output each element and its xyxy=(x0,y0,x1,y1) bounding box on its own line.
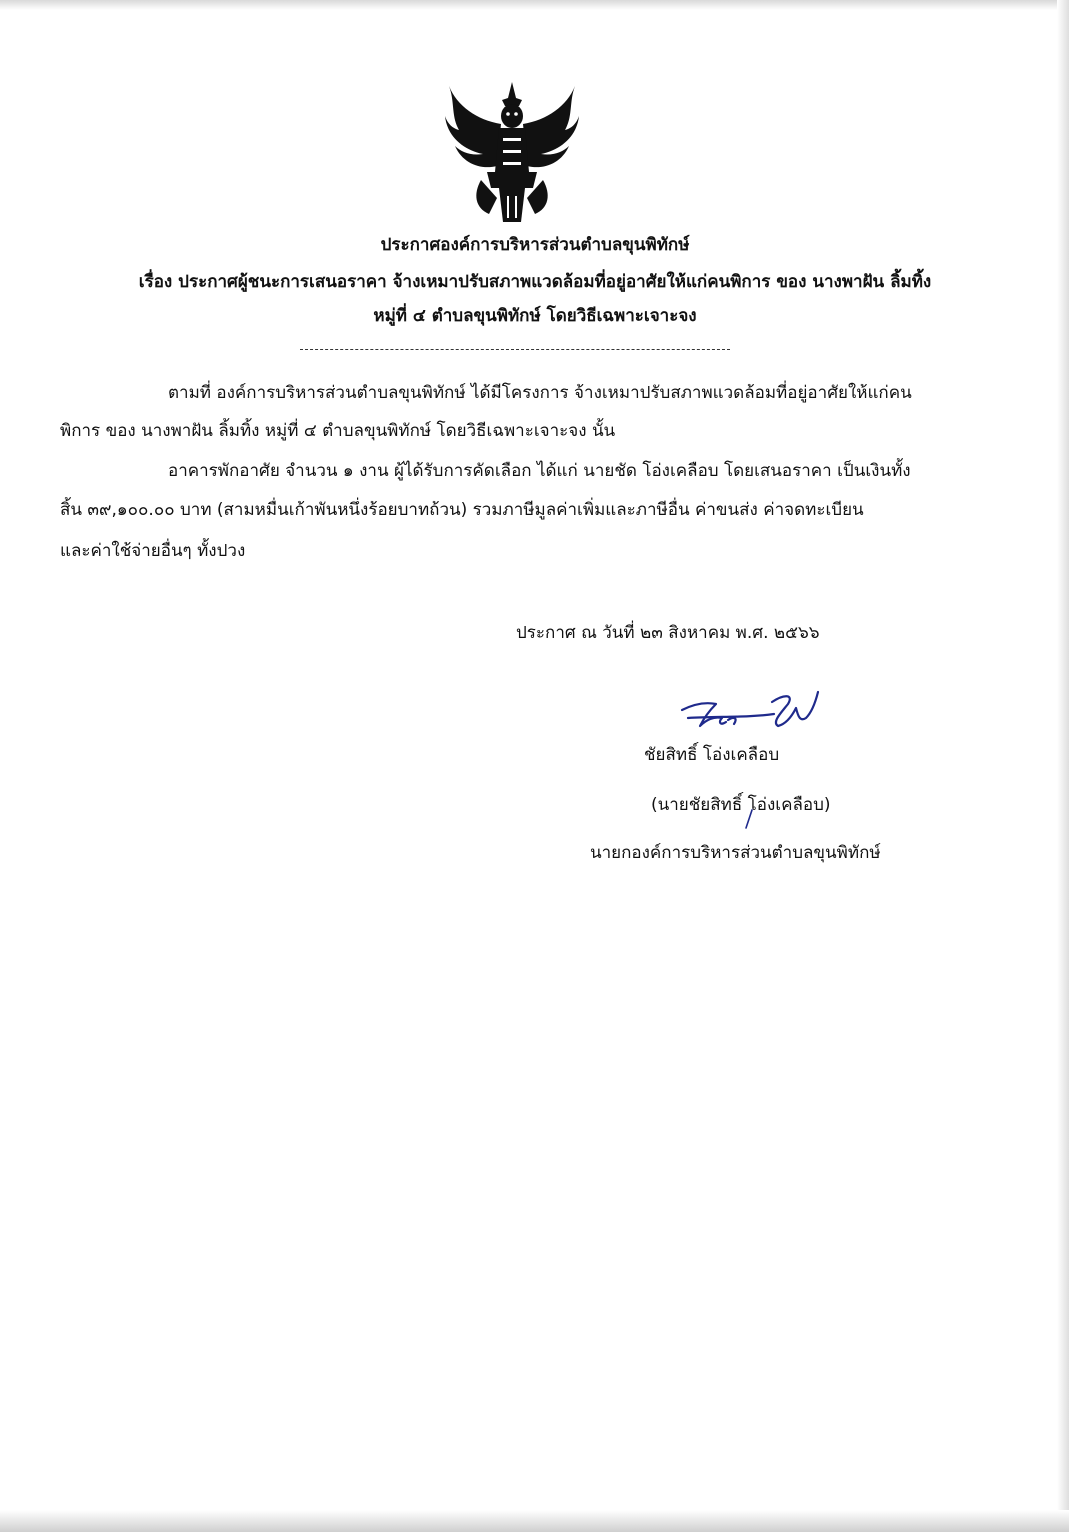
handwritten-signature-icon xyxy=(676,688,826,736)
paragraph-1-line-2: พิการ ของ นางพาฝัน ลิ้มทิ้ง หมู่ที่ ๔ ตำบลขุนพิทักษ์ โดยวิธีเฉพาะเจาะจง นั้น xyxy=(60,421,616,441)
paragraph-2-line-1: อาคารพักอาศัย จำนวน ๑ งาน ผู้ได้รับการคัดเลือก ได้แก่ นายชัด โอ่งเคลือบ โดยเสนอราคา เป็นเงินทั้ง xyxy=(168,461,911,481)
paragraph-1-line-1: ตามที่ องค์การบริหารส่วนตำบลขุนพิทักษ์ ได้มีโครงการ จ้างเหมาปรับสภาพแวดล้อมที่อยู่อาศัยให้แก่คน xyxy=(168,383,912,403)
pen-mark-icon xyxy=(743,808,755,830)
paragraph-2-line-2: สิ้น ๓๙,๑๐๐.๐๐ บาท (สามหมื่นเก้าพันหนึ่งร้อยบาทถ้วน) รวมภาษีมูลค่าเพิ่มและภาษีอื่น ค่าขนส่ง ค่าจดทะเบียน xyxy=(60,500,864,520)
scan-shadow-top xyxy=(0,0,1069,10)
document-title: ประกาศองค์การบริหารส่วนตำบลขุนพิทักษ์ xyxy=(380,235,690,255)
subject-line-1: เรื่อง ประกาศผู้ชนะการเสนอราคา จ้างเหมาปรับสภาพแวดล้อมที่อยู่อาศัยให้แก่คนพิการ ของ นางพาฝัน ลิ้มทิ้ง xyxy=(138,272,932,292)
scan-shadow-bottom xyxy=(0,1510,1069,1532)
scan-shadow-right xyxy=(1057,0,1069,1532)
garuda-emblem-icon xyxy=(437,76,587,226)
signer-name: ชัยสิทธิ์ โอ่งเคลือบ xyxy=(644,745,780,765)
signer-position: นายกองค์การบริหารส่วนตำบลขุนพิทักษ์ xyxy=(590,843,881,863)
divider-line xyxy=(300,349,730,350)
signer-full-name: (นายชัยสิทธิ์ โอ่งเคลือบ) xyxy=(651,795,831,815)
announcement-date: ประกาศ ณ วันที่ ๒๓ สิงหาคม พ.ศ. ๒๕๖๖ xyxy=(516,623,820,643)
subject-line-2: หมู่ที่ ๔ ตำบลขุนพิทักษ์ โดยวิธีเฉพาะเจาะจง xyxy=(373,306,697,326)
paragraph-2-line-3: และค่าใช้จ่ายอื่นๆ ทั้งปวง xyxy=(60,541,246,561)
